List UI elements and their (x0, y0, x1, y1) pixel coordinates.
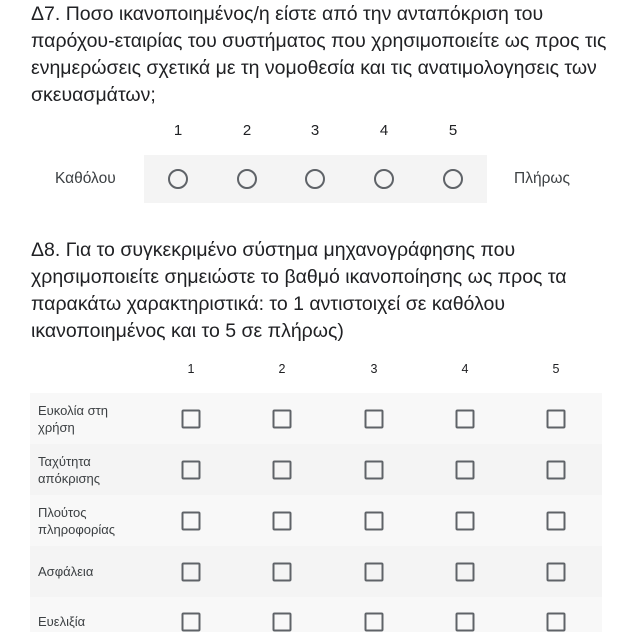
grid-column-3: 3 (370, 362, 378, 376)
checkbox-response-speed-5[interactable] (547, 460, 566, 479)
grid-column-1: 1 (187, 362, 195, 376)
checkbox-response-speed-4[interactable] (456, 460, 475, 479)
checkbox-usability-5[interactable] (547, 409, 566, 428)
grid-row-label: Ασφάλεια (38, 564, 94, 579)
scale-low-label: Καθόλου (55, 170, 116, 187)
grid-row-label: Πλούτος πληροφορίας (38, 505, 116, 537)
grid-row-response-speed (30, 444, 602, 495)
checkbox-security-3[interactable] (365, 562, 384, 581)
checkbox-flexibility-1[interactable] (182, 613, 201, 632)
checkbox-usability-4[interactable] (456, 409, 475, 428)
radio-option-3[interactable] (305, 169, 325, 189)
radio-option-4[interactable] (374, 169, 394, 189)
grid-row-information-richness (30, 495, 602, 546)
scale-number-4: 4 (379, 122, 389, 139)
checkbox-flexibility-3[interactable] (365, 613, 384, 632)
grid-row-label: Ευελιξία (38, 614, 86, 629)
scale-number-5: 5 (448, 122, 458, 139)
grid-row-security (30, 546, 602, 597)
question-8-title: Δ8. Για το συγκεκριμένο σύστημα μηχανογράφησης που χρησιμοποιείτε σημειώστε το βαθμό ικανοποίησης ως προς τα παρακάτω χαρακτηριστικά: το 1 αντιστοιχεί σε καθόλου ικανοποιημένος και το 5 σε πλήρως) (31, 239, 567, 342)
grid-column-5: 5 (552, 362, 560, 376)
radio-option-5[interactable] (443, 169, 463, 189)
checkbox-security-5[interactable] (547, 562, 566, 581)
checkbox-security-2[interactable] (273, 562, 292, 581)
checkbox-flexibility-4[interactable] (456, 613, 475, 632)
checkbox-information-richness-3[interactable] (365, 511, 384, 530)
radio-option-2[interactable] (237, 169, 257, 189)
checkbox-information-richness-5[interactable] (547, 511, 566, 530)
grid-row-label: Ευκολία στη χρήση (38, 403, 109, 435)
checkbox-response-speed-3[interactable] (365, 460, 384, 479)
grid-row-label: Ταχύτητα απόκρισης (38, 454, 101, 486)
scale-number-1: 1 (173, 122, 183, 139)
checkbox-information-richness-1[interactable] (182, 511, 201, 530)
checkbox-information-richness-4[interactable] (456, 511, 475, 530)
grid-column-4: 4 (461, 362, 469, 376)
checkbox-flexibility-5[interactable] (547, 613, 566, 632)
checkbox-usability-1[interactable] (182, 409, 201, 428)
checkbox-response-speed-1[interactable] (182, 460, 201, 479)
scale-number-2: 2 (242, 122, 252, 139)
question-7-title: Δ7. Ποσο ικανοποιημένος/η είστε από την ανταπόκριση του παρόχου-εταιρίας του συστήματος που χρησιμοποιείτε ως προς τις ενημερώσεις σχετικά με τη νομοθεσία και τις ανατιμολογησεις των σκευασμάτων; (31, 3, 607, 106)
grid-row-usability (30, 393, 602, 444)
checkbox-response-speed-2[interactable] (273, 460, 292, 479)
grid-row-flexibility (30, 597, 602, 632)
checkbox-usability-3[interactable] (365, 409, 384, 428)
checkbox-security-4[interactable] (456, 562, 475, 581)
scale-number-3: 3 (310, 122, 320, 139)
checkbox-information-richness-2[interactable] (273, 511, 292, 530)
checkbox-security-1[interactable] (182, 562, 201, 581)
checkbox-flexibility-2[interactable] (273, 613, 292, 632)
scale-high-label: Πλήρως (514, 170, 570, 187)
grid-column-2: 2 (278, 362, 286, 376)
checkbox-usability-2[interactable] (273, 409, 292, 428)
radio-option-1[interactable] (168, 169, 188, 189)
